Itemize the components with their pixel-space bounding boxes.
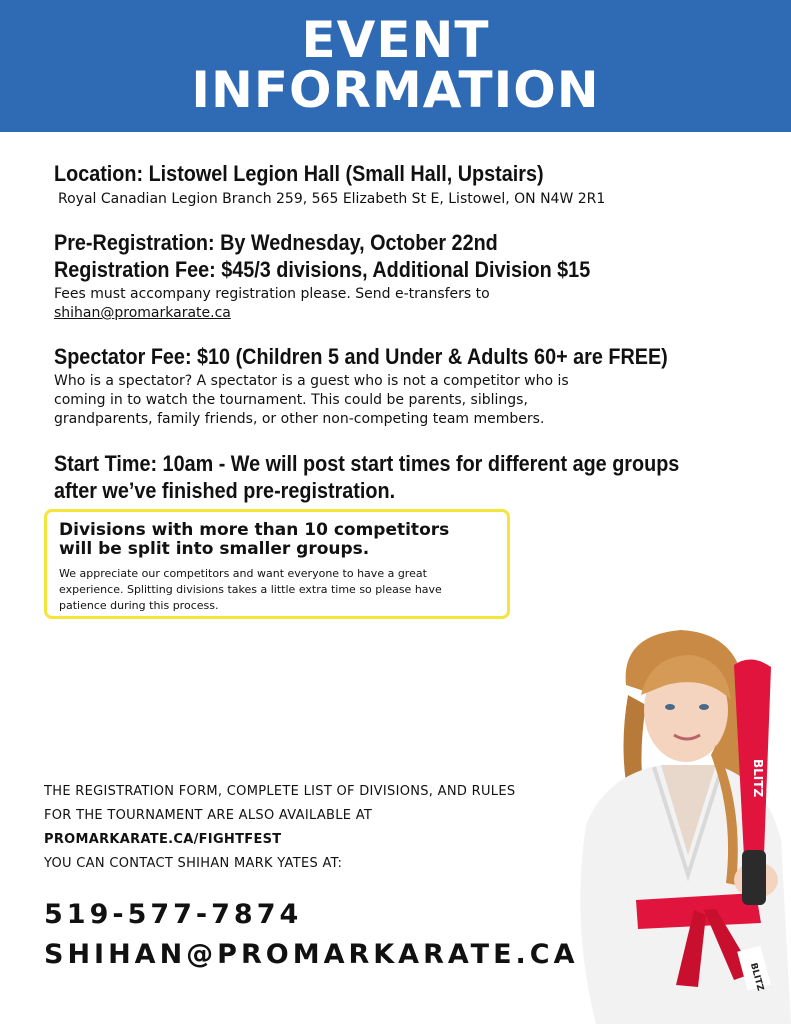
registration-fee-heading: Registration Fee: $45/3 divisions, Additional Division $15 <box>54 257 591 282</box>
event-banner <box>0 0 791 132</box>
stick-brand-text: BLITZ <box>751 759 765 798</box>
notice-text-line-2: experience. Splitting divisions takes a little extra time so please have <box>59 583 442 596</box>
spectator-text-line-2: coming in to watch the tournament. This could be parents, siblings, <box>54 392 528 408</box>
banner-title-line-2: INFORMATION <box>191 61 600 119</box>
start-time-section <box>54 450 749 504</box>
split-divisions-notice <box>44 509 510 619</box>
contact-phone[interactable]: 519-577-7874 <box>44 899 303 930</box>
footer-line-2: FOR THE TOURNAMENT ARE ALSO AVAILABLE AT <box>44 808 373 823</box>
notice-text-line-1: We appreciate our competitors and want everyone to have a great <box>59 567 427 580</box>
registration-info-footer <box>44 780 604 876</box>
location-section <box>54 160 605 209</box>
contact-email[interactable]: SHIHAN@PROMARKARATE.CA <box>44 939 579 970</box>
registration-section <box>54 229 650 323</box>
banner-title-line-1: EVENT <box>301 11 490 69</box>
registration-email-link[interactable]: shihan@promarkarate.ca <box>54 305 231 321</box>
karate-girl-photo <box>566 625 791 1024</box>
location-heading: Location: Listowel Legion Hall (Small Hall, Upstairs) <box>54 161 544 186</box>
spectator-section <box>54 343 736 429</box>
spectator-text-line-1: Who is a spectator? A spectator is a guest who is not a competitor who is <box>54 373 569 389</box>
footer-line-4: YOU CAN CONTACT SHIHAN MARK YATES AT: <box>44 856 343 871</box>
start-time-line-1: Start Time: 10am - We will post start times for different age groups <box>54 451 680 476</box>
fightfest-url[interactable]: PROMARKARATE.CA/FIGHTFEST <box>44 832 282 847</box>
notice-title-line-2: will be split into smaller groups. <box>59 539 370 559</box>
registration-note: Fees must accompany registration please. Send e-transfers to <box>54 286 490 302</box>
spectator-text-line-3: grandparents, family friends, or other non-competing team members. <box>54 411 545 427</box>
start-time-line-2: after we’ve finished pre-registration. <box>54 478 396 503</box>
spectator-heading: Spectator Fee: $10 (Children 5 and Under & Adults 60+ are FREE) <box>54 344 668 369</box>
belt-brand-text: BLITZ <box>747 961 765 993</box>
location-address: Royal Canadian Legion Branch 259, 565 Elizabeth St E, Listowel, ON N4W 2R1 <box>58 191 606 207</box>
notice-title-line-1: Divisions with more than 10 competitors <box>59 520 450 540</box>
contact-block <box>44 895 579 975</box>
pre-registration-heading: Pre-Registration: By Wednesday, October 22nd <box>54 230 498 255</box>
notice-text-line-3: patience during this process. <box>59 599 219 612</box>
footer-line-1: THE REGISTRATION FORM, COMPLETE LIST OF DIVISIONS, AND RULES <box>44 784 516 799</box>
